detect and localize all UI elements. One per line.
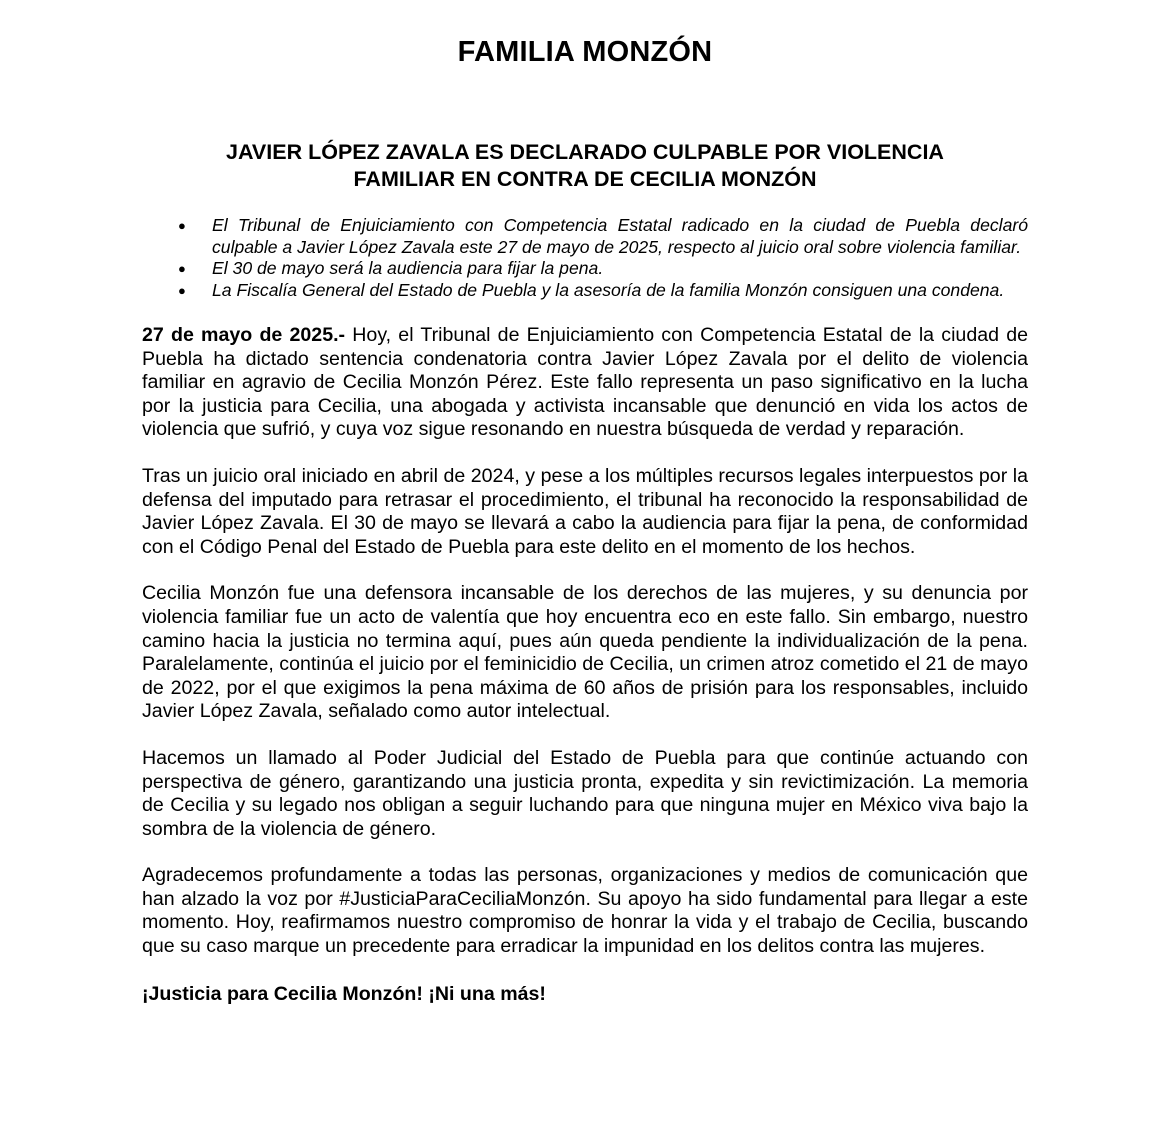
- highlight-item: [178, 215, 1028, 258]
- paragraph-4: Hacemos un llamado al Poder Judicial del Estado de Puebla para que continúe actuando con perspectiva de género, garantizando una justicia pronta, expedita y sin revictimización. La memoria de Cecilia y su legado nos obligan a seguir luchando para que ninguna mujer en México viva bajo la sombra de la violencia de género.: [142, 746, 1028, 840]
- headline-line-2: FAMILIAR EN CONTRA DE CECILIA MONZÓN: [353, 167, 817, 191]
- highlight-text: La Fiscalía General del Estado de Puebla y la asesoría de la familia Monzón consiguen una condena.: [212, 279, 1005, 300]
- paragraph-3: Cecilia Monzón fue una defensora incansable de los derechos de las mujeres, y su denuncia por violencia familiar fue un acto de valentía que hoy encuentra eco en este fallo. Sin embargo, nuestro camino hacia la justicia no termina aquí, pues aún queda pendiente la individualización de la pena. Paralelamente, continúa el juicio por el feminicidio de Cecilia, un crimen atroz cometido el 21 de mayo de 2022, por el que exigimos la pena máxima de 60 años de prisión para los responsables, incluido Javier López Zavala, señalado como autor intelectual.: [142, 582, 1028, 723]
- highlight-text: El Tribunal de Enjuiciamiento con Competencia Estatal radicado en la ciudad de Puebla declaró culpable a Javier López Zavala este 27 de mayo de 2025, respecto al juicio oral sobre violencia familiar.: [212, 215, 1028, 257]
- document-headline: [142, 139, 1028, 193]
- bullet-icon: ●: [178, 282, 186, 298]
- highlights-list: [142, 215, 1028, 301]
- highlight-item: [178, 258, 1028, 280]
- document-title: FAMILIA MONZÓN: [457, 36, 713, 68]
- bullet-icon: ●: [178, 261, 186, 276]
- paragraph-2: Tras un juicio oral iniciado en abril de 2024, y pese a los múltiples recursos legales interpuestos por la defensa del imputado para retrasar el procedimiento, el tribunal ha reconocido la responsabilidad de Javier López Zavala. El 30 de mayo se llevará a cabo la audiencia para fijar la pena, de conformidad con el Código Penal del Estado de Puebla para este delito en el momento de los hechos.: [142, 464, 1028, 558]
- highlight-item: [178, 279, 1028, 302]
- headline-line-1: JAVIER LÓPEZ ZAVALA ES DECLARADO CULPABLE POR VIOLENCIA: [226, 140, 944, 164]
- highlight-text: El 30 de mayo será la audiencia para fijar la pena.: [212, 258, 604, 278]
- paragraph-1-text: Hoy, el Tribunal de Enjuiciamiento con Competencia Estatal de la ciudad de Puebla ha dictado sentencia condenatoria contra Javier López Zavala por el delito de violencia familiar en agravio de Cecilia Monzón Pérez. Este fallo representa un paso significativo en la lucha por la justicia para Cecilia, una abogada y activista incansable que denunció en vida los actos de violencia que sufrió, y cuya voz sigue resonando en nuestra búsqueda de verdad y reparación.: [142, 324, 1029, 441]
- paragraph-1: [142, 324, 1028, 442]
- date-lead: 27 de mayo de 2025.-: [142, 324, 346, 346]
- closing-slogan: ¡Justicia para Cecilia Monzón! ¡Ni una más!: [142, 982, 546, 1005]
- press-release: [142, 0, 1028, 1006]
- paragraph-5: Agradecemos profundamente a todas las personas, organizaciones y medios de comunicación que han alzado la voz por #JusticiaParaCeciliaMonzón. Su apoyo ha sido fundamental para llegar a este momento. Hoy, reafirmamos nuestro compromiso de honrar la vida y el trabajo de Cecilia, buscando que su caso marque un precedente para erradicar la impunidad en los delitos contra las mujeres.: [142, 864, 1028, 958]
- bullet-icon: ●: [178, 218, 186, 233]
